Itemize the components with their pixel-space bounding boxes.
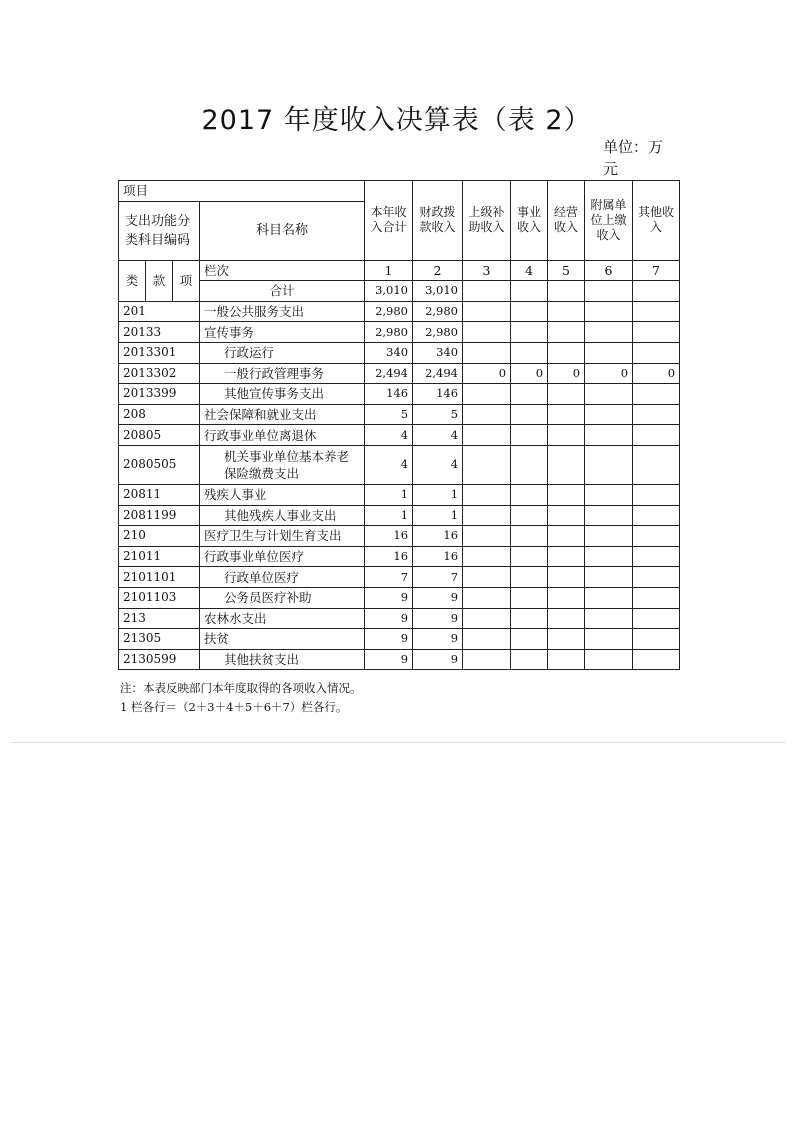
row-value-c5 [548, 546, 585, 567]
row-value-c7 [633, 526, 680, 547]
row-value-c7 [633, 445, 680, 484]
row-value-c3 [463, 404, 511, 425]
lanci-label: 栏次 [200, 260, 365, 281]
table-row [119, 567, 680, 588]
row-value-c7 [633, 546, 680, 567]
page-title: 2017 年度收入决算表（表 2） [201, 105, 592, 136]
row-value-c1: 9 [365, 608, 413, 629]
row-value-c2: 5 [413, 404, 463, 425]
row-value-c7 [633, 425, 680, 446]
row-value-c4 [511, 301, 548, 322]
row-value-c5 [548, 404, 585, 425]
row-name: 社会保障和就业支出 [200, 404, 365, 425]
table-row [119, 363, 680, 384]
row-value-c1: 146 [365, 384, 413, 405]
table-row [119, 505, 680, 526]
row-name: 医疗卫生与计划生育支出 [200, 526, 365, 547]
row-value-c6 [585, 322, 633, 343]
col-header-2: 财政拨款收入 [413, 181, 463, 261]
table-row [119, 587, 680, 608]
row-value-c2: 1 [413, 505, 463, 526]
row-value-c3 [463, 505, 511, 526]
row-value-c4: 0 [511, 363, 548, 384]
row-value-c7 [633, 484, 680, 505]
row-name: 行政事业单位医疗 [200, 546, 365, 567]
row-value-c2: 16 [413, 546, 463, 567]
row-value-c2: 340 [413, 342, 463, 363]
row-value-c7 [633, 322, 680, 343]
empty-cell [633, 281, 680, 302]
row-value-c4 [511, 484, 548, 505]
table-row [119, 445, 680, 484]
col-number: 1 [365, 260, 413, 281]
row-name: 行政运行 [200, 342, 365, 363]
col-number: 3 [463, 260, 511, 281]
row-value-c1: 16 [365, 546, 413, 567]
row-value-c1: 9 [365, 629, 413, 650]
row-value-c4 [511, 649, 548, 670]
header-row-item [119, 181, 680, 202]
row-value-c1: 4 [365, 445, 413, 484]
col-number: 7 [633, 260, 680, 281]
row-value-c5 [548, 608, 585, 629]
note-line-1: 注：本表反映部门本年度取得的各项收入情况。 [120, 681, 362, 695]
row-value-c7 [633, 342, 680, 363]
row-value-c3 [463, 567, 511, 588]
row-value-c6 [585, 404, 633, 425]
row-value-c5 [548, 587, 585, 608]
total-c1: 3,010 [365, 281, 413, 302]
row-code: 2081199 [119, 505, 200, 526]
row-value-c3 [463, 629, 511, 650]
note-line-2: 1 栏各行＝（2＋3＋4＋5＋6＋7）栏各行。 [120, 700, 348, 714]
row-value-c5 [548, 425, 585, 446]
row-code: 208 [119, 404, 200, 425]
row-value-c1: 1 [365, 505, 413, 526]
row-value-c3 [463, 322, 511, 343]
table-row [119, 384, 680, 405]
row-code: 20805 [119, 425, 200, 446]
empty-cell [585, 281, 633, 302]
row-value-c3: 0 [463, 363, 511, 384]
row-name: 农林水支出 [200, 608, 365, 629]
row-value-c6 [585, 342, 633, 363]
row-name: 机关事业单位基本养老保险缴费支出 [200, 445, 365, 484]
row-name: 一般公共服务支出 [200, 301, 365, 322]
row-value-c1: 2,980 [365, 301, 413, 322]
col-header-5: 经营收入 [548, 181, 585, 261]
row-value-c5: 0 [548, 363, 585, 384]
col-number: 2 [413, 260, 463, 281]
row-value-c4 [511, 587, 548, 608]
row-value-c2: 146 [413, 384, 463, 405]
row-value-c6 [585, 484, 633, 505]
row-value-c5 [548, 526, 585, 547]
col-header-7: 其他收入 [633, 181, 680, 261]
row-code: 2013302 [119, 363, 200, 384]
empty-cell [511, 281, 548, 302]
col-header-6: 附属单位上缴收入 [585, 181, 633, 261]
lei-header: 类 [119, 260, 146, 301]
col-header-3: 上级补助收入 [463, 181, 511, 261]
row-value-c3 [463, 484, 511, 505]
row-value-c4 [511, 567, 548, 588]
row-value-c3 [463, 301, 511, 322]
row-value-c6: 0 [585, 363, 633, 384]
row-value-c5 [548, 484, 585, 505]
row-code: 210 [119, 526, 200, 547]
row-value-c2: 16 [413, 526, 463, 547]
table-row [119, 649, 680, 670]
row-name: 公务员医疗补助 [200, 587, 365, 608]
row-value-c5 [548, 649, 585, 670]
unit-label: 单位：万元 [603, 138, 664, 178]
row-value-c4 [511, 322, 548, 343]
code-header: 支出功能分类科目编码 [119, 201, 200, 260]
row-value-c2: 2,980 [413, 301, 463, 322]
row-code: 2101101 [119, 567, 200, 588]
row-value-c3 [463, 342, 511, 363]
row-value-c4 [511, 384, 548, 405]
row-name: 一般行政管理事务 [200, 363, 365, 384]
row-name: 扶贫 [200, 629, 365, 650]
row-value-c6 [585, 301, 633, 322]
col-number: 4 [511, 260, 548, 281]
row-value-c5 [548, 342, 585, 363]
row-value-c1: 9 [365, 587, 413, 608]
row-value-c4 [511, 505, 548, 526]
row-value-c6 [585, 526, 633, 547]
table-row [119, 546, 680, 567]
header-row-lanci [119, 260, 680, 281]
row-value-c4 [511, 629, 548, 650]
row-value-c2: 2,494 [413, 363, 463, 384]
row-value-c4 [511, 342, 548, 363]
col-number: 6 [585, 260, 633, 281]
row-value-c4 [511, 608, 548, 629]
row-value-c2: 2,980 [413, 322, 463, 343]
row-value-c3 [463, 384, 511, 405]
row-value-c4 [511, 546, 548, 567]
row-name: 残疾人事业 [200, 484, 365, 505]
row-value-c2: 9 [413, 629, 463, 650]
row-value-c3 [463, 425, 511, 446]
row-value-c1: 1 [365, 484, 413, 505]
scan-edge-line [10, 742, 785, 743]
row-value-c2: 4 [413, 445, 463, 484]
row-name: 行政单位医疗 [200, 567, 365, 588]
table-row [119, 484, 680, 505]
row-value-c7 [633, 587, 680, 608]
row-code: 2101103 [119, 587, 200, 608]
row-value-c6 [585, 649, 633, 670]
table-row [119, 629, 680, 650]
table-row [119, 322, 680, 343]
name-header: 科目名称 [200, 201, 365, 260]
kuan-header: 款 [146, 260, 173, 301]
row-value-c6 [585, 587, 633, 608]
row-code: 2013399 [119, 384, 200, 405]
row-value-c7 [633, 608, 680, 629]
row-value-c6 [585, 505, 633, 526]
row-code: 21011 [119, 546, 200, 567]
row-value-c2: 1 [413, 484, 463, 505]
table-row [119, 404, 680, 425]
row-value-c1: 2,494 [365, 363, 413, 384]
row-value-c3 [463, 526, 511, 547]
row-value-c3 [463, 608, 511, 629]
row-value-c6 [585, 546, 633, 567]
row-value-c7 [633, 649, 680, 670]
total-row [119, 281, 680, 302]
row-name: 其他残疾人事业支出 [200, 505, 365, 526]
row-value-c7 [633, 301, 680, 322]
row-value-c4 [511, 425, 548, 446]
income-table [118, 180, 680, 670]
row-value-c4 [511, 445, 548, 484]
row-value-c2: 9 [413, 649, 463, 670]
empty-cell [463, 281, 511, 302]
row-name: 其他宣传事务支出 [200, 384, 365, 405]
row-value-c1: 16 [365, 526, 413, 547]
row-code: 2130599 [119, 649, 200, 670]
row-value-c5 [548, 322, 585, 343]
row-value-c5 [548, 567, 585, 588]
empty-cell [548, 281, 585, 302]
row-value-c7 [633, 404, 680, 425]
row-code: 20811 [119, 484, 200, 505]
table-row [119, 526, 680, 547]
row-code: 20133 [119, 322, 200, 343]
row-value-c7 [633, 505, 680, 526]
row-value-c4 [511, 404, 548, 425]
row-value-c7 [633, 384, 680, 405]
row-name: 宣传事务 [200, 322, 365, 343]
row-value-c1: 7 [365, 567, 413, 588]
item-header: 项目 [119, 181, 365, 202]
row-value-c3 [463, 587, 511, 608]
row-value-c7 [633, 629, 680, 650]
row-value-c2: 4 [413, 425, 463, 446]
row-code: 2080505 [119, 445, 200, 484]
row-value-c6 [585, 567, 633, 588]
row-value-c5 [548, 445, 585, 484]
row-value-c2: 9 [413, 608, 463, 629]
row-value-c6 [585, 384, 633, 405]
row-value-c5 [548, 505, 585, 526]
row-value-c6 [585, 425, 633, 446]
row-value-c6 [585, 629, 633, 650]
row-name: 行政事业单位离退休 [200, 425, 365, 446]
row-value-c1: 5 [365, 404, 413, 425]
row-code: 213 [119, 608, 200, 629]
row-code: 21305 [119, 629, 200, 650]
row-value-c6 [585, 445, 633, 484]
row-value-c5 [548, 629, 585, 650]
row-name: 其他扶贫支出 [200, 649, 365, 670]
table-row [119, 425, 680, 446]
row-value-c3 [463, 649, 511, 670]
row-value-c7 [633, 567, 680, 588]
table-row [119, 608, 680, 629]
total-c2: 3,010 [413, 281, 463, 302]
row-value-c1: 2,980 [365, 322, 413, 343]
row-value-c3 [463, 546, 511, 567]
row-value-c1: 4 [365, 425, 413, 446]
row-value-c5 [548, 384, 585, 405]
row-value-c2: 7 [413, 567, 463, 588]
row-value-c5 [548, 301, 585, 322]
row-value-c1: 9 [365, 649, 413, 670]
total-label: 合计 [200, 281, 365, 302]
row-value-c3 [463, 445, 511, 484]
xiang-header: 项 [173, 260, 200, 301]
col-header-1: 本年收入合计 [365, 181, 413, 261]
row-value-c7: 0 [633, 363, 680, 384]
col-number: 5 [548, 260, 585, 281]
row-value-c4 [511, 526, 548, 547]
row-value-c6 [585, 608, 633, 629]
table-row [119, 301, 680, 322]
col-header-4: 事业收入 [511, 181, 548, 261]
row-code: 2013301 [119, 342, 200, 363]
row-code: 201 [119, 301, 200, 322]
table-row [119, 342, 680, 363]
row-value-c2: 9 [413, 587, 463, 608]
row-value-c1: 340 [365, 342, 413, 363]
